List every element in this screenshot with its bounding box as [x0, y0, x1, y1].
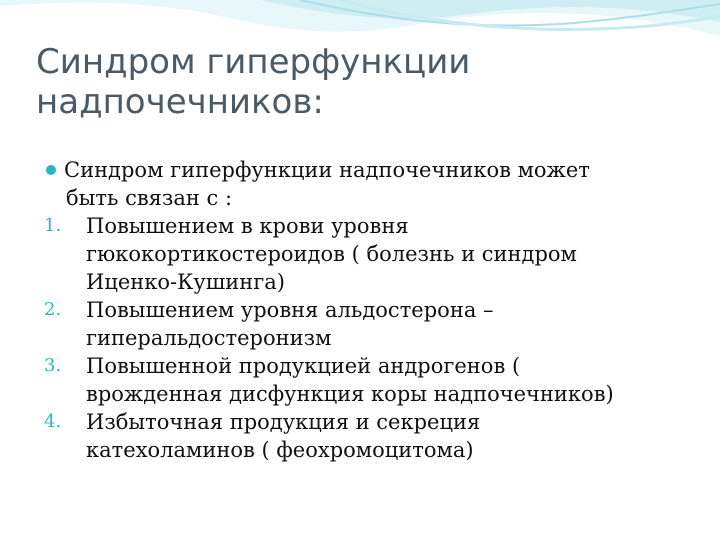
- bullet-dot-icon: [46, 165, 56, 175]
- list-item-line: Избыточная продукция и секреция: [86, 410, 481, 434]
- slide-title: [36, 42, 696, 122]
- list-item-1: [44, 212, 704, 296]
- slide-body: [44, 156, 704, 464]
- list-number: 2.: [44, 299, 62, 320]
- list-number: 4.: [44, 411, 62, 432]
- list-item-line: Повышением в крови уровня: [86, 214, 409, 238]
- intro-line-1: Синдром гиперфункции надпочечников может: [64, 158, 590, 182]
- list-item-line: гюкокортикостероидов ( болезнь и синдром: [86, 242, 577, 266]
- title-line-2: надпочечников:: [36, 82, 324, 122]
- list-number: 1.: [44, 215, 62, 236]
- list-item-line: врожденная дисфункция коры надпочечников): [86, 382, 614, 406]
- list-item-line: Повышением уровня альдостерона –: [86, 298, 494, 322]
- list-item-line: Повышенной продукцией андрогенов (: [86, 354, 521, 378]
- intro-line-2: быть связан с :: [66, 186, 233, 210]
- list-number: 3.: [44, 355, 62, 376]
- intro-paragraph: [44, 156, 704, 212]
- list-item-line: Иценко-Кушинга): [86, 270, 285, 294]
- list-item-3: [44, 352, 704, 408]
- list-item-2: [44, 296, 704, 352]
- title-line-1: Синдром гиперфункции: [36, 42, 471, 82]
- numbered-list: [44, 212, 704, 464]
- list-item-line: гиперальдостеронизм: [86, 326, 332, 350]
- list-item-4: [44, 408, 704, 464]
- list-item-line: катехоламинов ( феохромоцитома): [86, 438, 474, 462]
